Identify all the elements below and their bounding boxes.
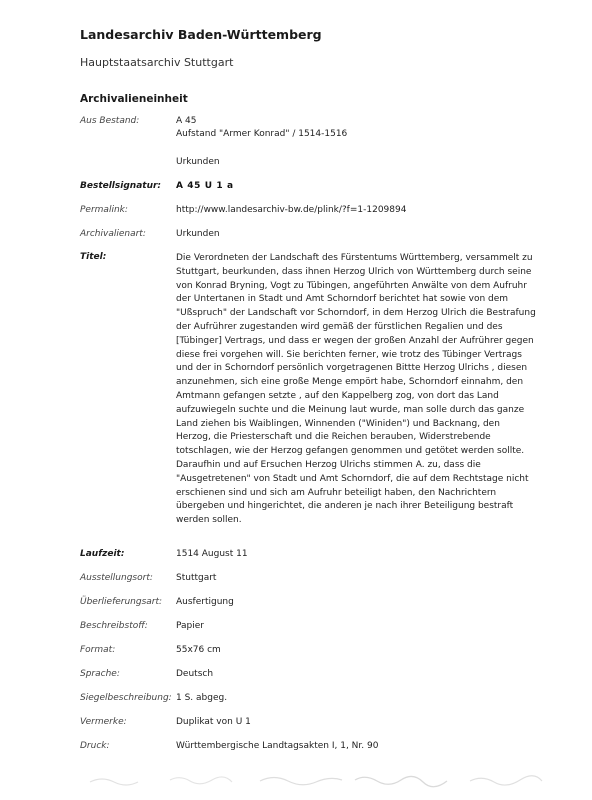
druck-label: Druck: [80,741,110,751]
siegelbeschreibung-label: Siegelbeschreibung: [80,693,172,703]
beschreibstoff-value: Papier [176,621,204,631]
aus-bestand-title: Aufstand "Armer Konrad" / 1514-1516 [176,129,348,139]
sub-archive-name: Hauptstaatsarchiv Stuttgart [80,56,234,69]
aus-bestand-value: A 45 [176,116,197,126]
sprache-value: Deutsch [176,669,214,679]
druck-value: Württembergische Landtagsakten I, 1, Nr. 90 [176,741,379,751]
permalink-link[interactable]: http://www.landesarchiv-bw.de/plink/?f=1-1209894 [176,205,407,215]
aus-bestand-type: Urkunden [176,157,220,167]
titel-label: Titel: [80,252,107,262]
ausstellungsort-value: Stuttgart [176,573,217,583]
section-heading: Archivalieneinheit [80,93,188,105]
aus-bestand-label: Aus Bestand: [80,116,140,126]
format-label: Format: [80,645,116,655]
laufzeit-value: 1514 August 11 [176,549,248,559]
bestellsignatur-label: Bestellsignatur: [80,181,162,191]
sprache-label: Sprache: [80,669,120,679]
format-value: 55x76 cm [176,645,221,655]
titel-text: Die Verordneten der Landschaft des Fürstentums Württemberg, versammelt zu Stuttgart, beurkunden, dass ihnen Herzog Ulrich von Württemberg durch seine von Konrad Bryning, Vogt zu Tübingen, angeführten Anwälte von dem Aufruhr der Untertanen in Stadt und Amt Schorndorf berichtet hat sowie von dem "Ußspruch" der Landschaft vor Schorndorf, in dem Herzog Ulrich die Bestrafung der Aufrührer zugestanden wird gemäß der fürstlichen Regalien und des [Tübinger] Vertrags, und dass er wegen der großen Anzahl der Aufrührer gegen diese frei vorgehen will. Sie berichten ferner, wie trotz des Tübinger Vertrags und der in Schorndorf persönlich vorgetragenen Bittte Herzog Ulrichs , diesen anzunehmen, sich eine große Menge empört habe, Schorndorf einnahm, den Amtmann gefangen setzte , auf den Kappelberg zog, von dort das Land aufzuwiegeln suchte und die Meinung laut wurde, man solle durch das ganze Land ziehen bis Waiblingen, Winnenden ("Winiden") und Backnang, den Herzog, die Priesterschaft und die Reichen berauben, Widerstrebende totschlagen, wie der Herzog gefangen genommen und getötet werden sollte. Daraufhin und auf Ersuchen Herzog Ulrichs stimmen A. zu, dass die "Ausgetretenen" von Stadt und Amt Schorndorf, die auf dem Rechtstage nicht erschienen sind und sich am Aufruhr beteiligt haben, den Nachrichtern übergeben und hingerichtet, die anderen je nach ihrer Beteiligung bestraft werden sollen. [176,253,536,526]
archivalienart-label: Archivalienart: [80,229,146,239]
vermerke-value: Duplikat von U 1 [176,717,251,727]
archivalienart-value: Urkunden [176,229,220,239]
laufzeit-label: Laufzeit: [80,549,125,559]
vermerke-label: Vermerke: [80,717,127,727]
ueberlieferungsart-label: Überlieferungsart: [80,597,163,607]
archive-name: Landesarchiv Baden-Württemberg [80,27,322,42]
bestellsignatur-value: A 45 U 1 a [176,181,234,191]
permalink-label: Permalink: [80,205,128,215]
beschreibstoff-label: Beschreibstoff: [80,621,148,631]
handwriting-smudge [80,768,560,790]
ausstellungsort-label: Ausstellungsort: [80,573,153,583]
ueberlieferungsart-value: Ausfertigung [176,597,234,607]
siegelbeschreibung-value: 1 S. abgeg. [176,693,228,703]
